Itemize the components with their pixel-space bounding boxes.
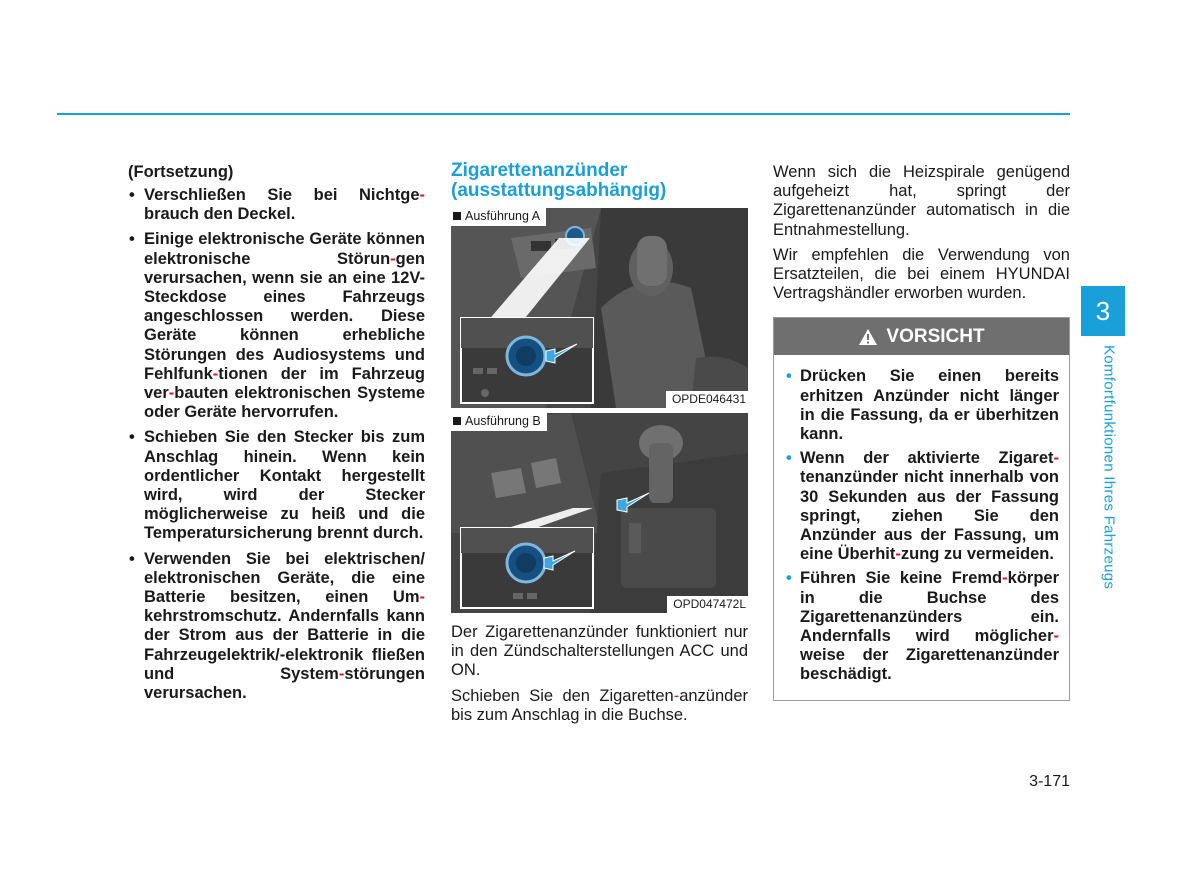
body-paragraph: Wenn sich die Heizspirale genügend aufgeheizt hat, springt der Zigarettenanzünder automatisch in die Entnahmestellung. [773, 163, 1070, 239]
caution-header [774, 318, 1069, 355]
list-item: • Führen Sie keine Fremd-körper in die Buchse des Zigarettenanzünders ein. Andernfalls wird möglicher-weise der Zigarettenanzünder beschädigt. [786, 569, 1059, 684]
continuation-label: (Fortsetzung) [128, 163, 234, 181]
warning-triangle-icon [858, 328, 878, 346]
list-item: • Einige elektronische Geräte können elektronische Störun-gen verursachen, wenn sie an eine 12V-Steckdose eines Fahrzeugs angeschlossen werden. Diese Geräte können erhebliche Störungen des Audiosystems und Fehlfunk-tionen der im Fahrzeug ver-bauten elektronischen Systeme oder Geräte hervorrufen. [128, 230, 425, 422]
section-title-line: Zigarettenanzünder [451, 160, 628, 181]
header-rule [57, 113, 1070, 115]
list-item: • Schieben Sie den Stecker bis zum Anschlag hinein. Wenn kein ordentlicher Kontakt hergestellt wird, wird der Stecker möglicherweise zu heiß und die Temperatursicherung brennt durch. [128, 428, 425, 543]
figure-label [451, 413, 547, 431]
section-title-line: (ausstattungsabhängig) [451, 180, 667, 201]
hyphen-mark: - [1053, 627, 1059, 646]
figure-label [451, 208, 546, 226]
column-right [773, 160, 1070, 701]
hyphen-mark: - [1053, 449, 1059, 468]
caution-items [774, 355, 1069, 699]
caution-list [128, 186, 425, 703]
hyphen-mark: - [419, 588, 425, 607]
page-number: 3-171 [1029, 773, 1070, 790]
figure-code: OPDE046431 [666, 391, 748, 408]
section-title [451, 161, 748, 201]
caution-title: VORSICHT [886, 325, 985, 347]
console-illustration-a [451, 208, 748, 408]
body-paragraph: Schieben Sie den Zigaretten-anzünder bis zum Anschlag in die Buchse. [451, 686, 748, 724]
figure-label-text: Ausführung B [465, 414, 541, 428]
body-paragraph: Der Zigarettenanzünder funktioniert nur in den Zündschalterstellungen ACC und ON. [451, 623, 748, 680]
chapter-tab: 3 [1081, 286, 1125, 336]
hyphen-mark: - [338, 664, 345, 683]
chapter-side-title [1099, 345, 1119, 610]
list-item: • Wenn der aktivierte Zigaret-tenanzünder nicht innerhalb von 30 Sekunden aus der Fassung springt, ziehen Sie den Anzünder aus der Fassung, um eine Überhit-zung zu vermeiden. [786, 449, 1059, 564]
column-left [128, 160, 425, 709]
hyphen-mark: - [390, 249, 396, 268]
figure-variant-a [451, 208, 748, 408]
column-middle [451, 160, 748, 731]
list-item: • Drücken Sie einen bereits erhitzen Anzünder nicht länger in die Fassung, da er überhitzen kann. [786, 367, 1059, 444]
hyphen-mark: - [168, 384, 175, 403]
hyphen-mark: - [673, 686, 680, 705]
body-paragraph: Wir empfehlen die Verwendung von Ersatzteilen, die bei einem HYUNDAI Vertragshändler erworben wurden. [773, 245, 1070, 303]
figure-variant-b [451, 413, 748, 613]
list-item: • Verschließen Sie bei Nichtge-brauch den Deckel. [128, 186, 425, 224]
hyphen-mark: - [1002, 569, 1008, 588]
figure-code: OPD047472L [667, 596, 748, 613]
list-item: • Verwenden Sie bei elektrischen/ elektronischen Geräte, die eine Batterie besitzen, einen Um-kehrstromschutz. Andernfalls kann der Strom aus der Batterie in die Fahrzeugelektrik/-elektronik fließen und System-störungen verursachen. [128, 550, 425, 704]
chapter-title: Komfortfunktionen Ihres Fahrzeugs [1100, 345, 1118, 590]
hyphen-mark: - [419, 186, 425, 204]
caution-box [773, 317, 1070, 700]
console-illustration-b [451, 413, 748, 613]
hyphen-mark: - [212, 364, 219, 383]
hyphen-mark: - [895, 545, 901, 564]
figure-label-text: Ausführung A [465, 209, 541, 223]
